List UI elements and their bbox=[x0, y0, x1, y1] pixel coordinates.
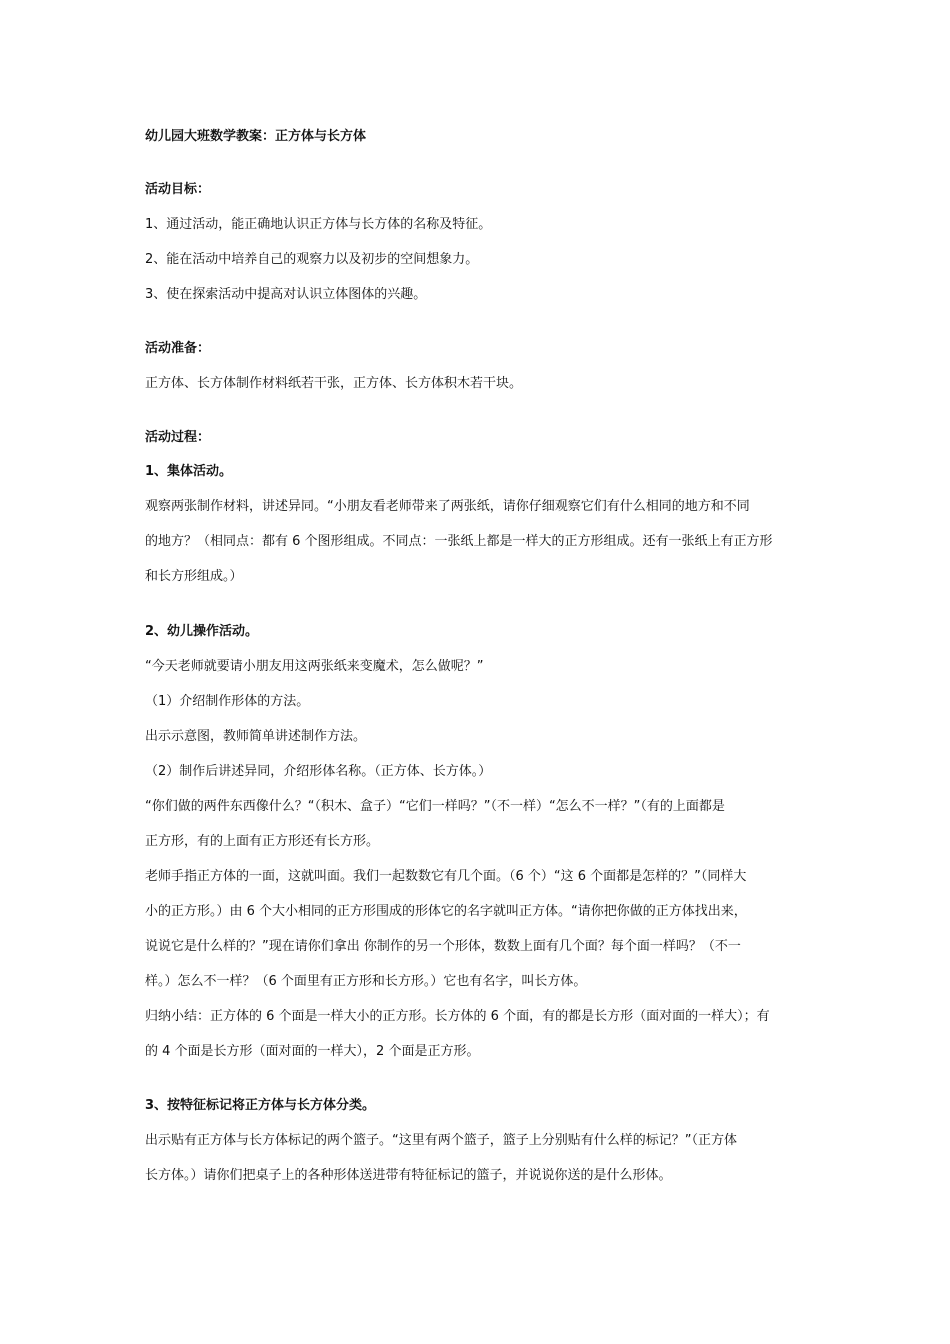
step3-heading: 3、按特征标记将正方体与长方体分类。 bbox=[145, 1098, 376, 1113]
step2-line-11: 归纳小结：正方体的 6 个面是一样大小的正方形。长方体的 6 个面，有的都是长方形（面对面的一样大）；有 bbox=[145, 1009, 770, 1024]
step3-line-1: 出示贴有正方体与长方体标记的两个篮子。“这里有两个篮子，篮子上分别贴有什么样的标记？”（正方体 bbox=[145, 1133, 737, 1148]
step3-line-2: 长方体。）请你们把桌子上的各种形体送进带有特征标记的篮子，并说说你送的是什么形体。 bbox=[145, 1168, 672, 1183]
step2-line-6: 正方形，有的上面有正方形还有长方形。 bbox=[145, 834, 380, 849]
step2-heading: 2、幼儿操作活动。 bbox=[145, 624, 259, 639]
step1-line-2: 的地方？（相同点：都有 6 个图形组成。不同点：一张纸上都是一样大的正方形组成。还有一张纸上有正方形 bbox=[145, 534, 773, 549]
process-heading: 活动过程： bbox=[145, 430, 211, 445]
step2-line-2: （1）介绍制作形体的方法。 bbox=[145, 694, 310, 709]
preparation-heading: 活动准备： bbox=[145, 341, 211, 356]
goals-heading: 活动目标： bbox=[145, 182, 211, 197]
goal-item-3: 3、使在探索活动中提高对认识立体图体的兴趣。 bbox=[145, 287, 427, 302]
step2-line-4: （2）制作后讲述异同，介绍形体名称。（正方体、长方体。） bbox=[145, 764, 492, 779]
goal-item-2: 2、能在活动中培养自己的观察力以及初步的空间想象力。 bbox=[145, 252, 479, 267]
step2-line-9: 说说它是什么样的？”现在请你们拿出 你制作的另一个形体，数数上面有几个面？每个面一样吗？（不一 bbox=[145, 939, 741, 954]
step2-line-3: 出示示意图，教师简单讲述制作方法。 bbox=[145, 729, 367, 744]
step2-line-10: 样。）怎么不一样？（6 个面里有正方形和长方形。）它也有名字，叫长方体。 bbox=[145, 974, 587, 989]
step1-line-3: 和长方形组成。） bbox=[145, 569, 243, 584]
step2-line-5: “你们做的两件东西像什么？“（积木、盒子）“它们一样吗？”（不一样）“怎么不一样？”（有的上面都是 bbox=[145, 799, 725, 814]
step1-line-1: 观察两张制作材料，讲述异同。“小朋友看老师带来了两张纸，请你仔细观察它们有什么相同的地方和不同 bbox=[145, 499, 750, 514]
step2-line-8: 小的正方形。）由 6 个大小相同的正方形围成的形体它的名字就叫正方体。“请你把你做的正方体找出来， bbox=[145, 904, 747, 919]
step1-heading: 1、集体活动。 bbox=[145, 464, 233, 479]
preparation-text: 正方体、长方体制作材料纸若干张，正方体、长方体积木若干块。 bbox=[145, 376, 523, 391]
step2-line-7: 老师手指正方体的一面，这就叫面。我们一起数数它有几个面。（6 个）“这 6 个面都是怎样的？”（同样大 bbox=[145, 869, 747, 884]
page-title: 幼儿园大班数学教案：正方体与长方体 bbox=[145, 129, 367, 144]
step2-line-12: 的 4 个面是长方形（面对面的一样大），2 个面是正方形。 bbox=[145, 1044, 480, 1059]
step2-line-1: “今天老师就要请小朋友用这两张纸来变魔术，怎么做呢？” bbox=[145, 659, 484, 674]
goal-item-1: 1、通过活动，能正确地认识正方体与长方体的名称及特征。 bbox=[145, 217, 492, 232]
